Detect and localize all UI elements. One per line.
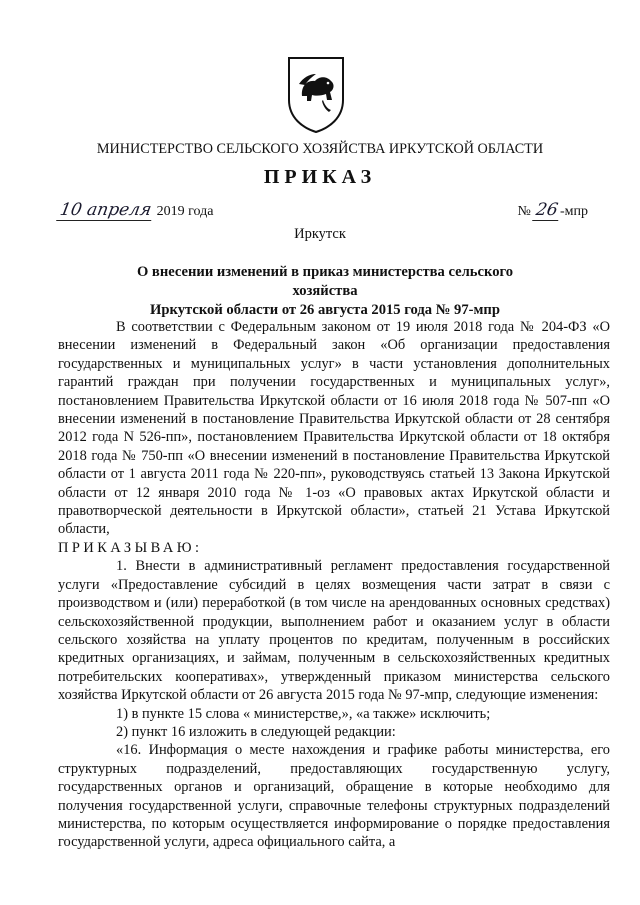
- order-date: [58, 200, 213, 221]
- subitem-2: 2) пункт 16 изложить в следующей редакции:: [116, 723, 396, 740]
- handwritten-date: 10 апреля: [56, 200, 155, 221]
- order-body: [58, 318, 610, 852]
- item-1-paragraph: 1. Внести в административный регламент предоставления государственной услуги «Предоставление субсидий в целях возмещения части затрат в связи с производством и (или) переработкой (в том числе на арендованных основных средствах) сельскохозяйственной продукции, выполнением работ и оказанием услуг в области сельского хозяйства на уплату процентов по кредитам, полученным в российских кредитных организациях, и займам, полученным в сельскохозяйственных кредитных потребительских кооперативах», утвержденный приказом министерства сельского хозяйства Иркутской области от 26 августа 2015 года № 97-мпр, следующие изменения:: [58, 558, 610, 704]
- number-prefix: №: [517, 204, 531, 219]
- coat-of-arms-icon: [285, 54, 347, 134]
- ministry-name: МИНИСТЕРСТВО СЕЛЬСКОГО ХОЗЯЙСТВА ИРКУТСКОЙ ОБЛАСТИ: [96, 141, 544, 157]
- order-word: ПРИКАЗЫВАЮ:: [58, 539, 203, 556]
- order-number: [517, 200, 588, 221]
- number-suffix: -мпр: [559, 204, 588, 219]
- quote-paragraph-16: «16. Информация о месте нахождения и графике работы министерства, его структурных подразделений, предоставляющих государственную услугу, государственных органов и организаций, обращение в которые необходимо для получения государственной услуги, справочные телефоны структурных подразделений министерства, по которым осуществляется информирование о порядке предоставления государственной услуги, адреса официального сайта, а: [58, 742, 610, 851]
- subject-line-2: Иркутской области от 26 августа 2015 года № 97-мпр: [150, 302, 500, 318]
- city: Иркутск: [294, 226, 346, 242]
- preamble-paragraph: В соответствии с Федеральным законом от 19 июля 2018 года № 204-ФЗ «О внесении изменений в Федеральный закон «Об организации предоставления государственных и муниципальных услуг» в части установления дополнительных гарантий граждан при получении государственных и муниципальных услуг», постановлением Правительства Иркутской области от 16 июля 2018 года № 507-пп «О внесении изменений в постановление Правительства Иркутской области от 28 сентября 2012 года N 526-пп», постановлением Правительства Иркутской области от 18 октября 2018 года № 750-пп «О внесении изменений в постановление Правительства Иркутской области от 1 августа 2011 года № 220-пп», руководствуясь статьей 13 Закона Иркутской области от 12 января 2010 года № 1-оз «О правовых актах Иркутской области и правотворческой деятельности в Иркутской области», статьей 21 Устава Иркутской области,: [58, 319, 610, 538]
- subitem-1: 1) в пункте 15 слова « министерстве,», «а также» исключить;: [116, 705, 491, 722]
- handwritten-number: 26: [532, 200, 561, 221]
- subject-line-1: О внесении изменений в приказ министерства сельского хозяйства: [136, 264, 514, 299]
- order-title: ПРИКАЗ: [263, 166, 377, 188]
- date-suffix: 2019 года: [156, 204, 214, 219]
- order-subject: [110, 263, 540, 320]
